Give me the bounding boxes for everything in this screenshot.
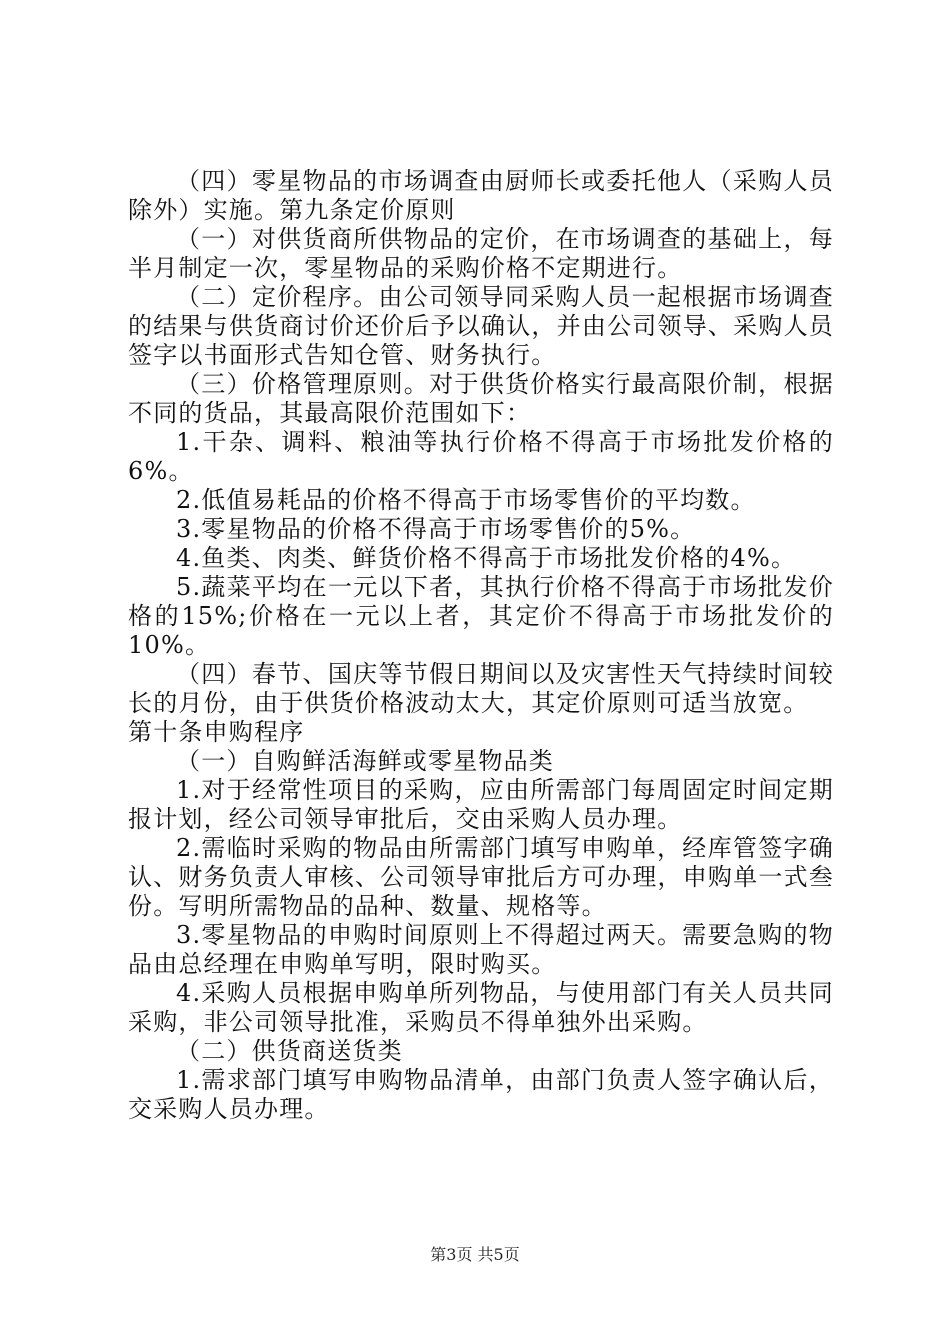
paragraph-rule-4: 4.鱼类、肉类、鲜货价格不得高于市场批发价格的4%。 [176,544,797,572]
paragraph-market-survey: （四）零星物品的市场调查由厨师长或委托他人（采购人员除外）实施。第九条定价原则 [128,167,834,224]
page-footer: 第3页 共5页 [430,1245,520,1264]
paragraph-pricing-supplier: （一）对供货商所供物品的定价，在市场调查的基础上，每半月制定一次，零星物品的采购价格不定期进行。 [128,225,834,282]
paragraph-holiday-pricing: （四）春节、国庆等节假日期间以及灾害性天气持续时间较长的月份，由于供货价格波动太大，其定价原则可适当放宽。 [128,660,834,717]
paragraph-rule-3: 3.零星物品的价格不得高于市场零售价的5%。 [176,515,696,543]
paragraph-rule-2: 2.低值易耗品的价格不得高于市场零售价的平均数。 [176,486,756,514]
document-body [128,167,834,1124]
paragraph-rule-5: 5.蔬菜平均在一元以下者，其执行价格不得高于市场批发价格的15%;价格在一元以上者，其定价不得高于市场批发价的10%。 [128,573,834,659]
paragraph-supplier-delivery: （二）供货商送货类 [176,1037,403,1065]
paragraph-delivery-1: 1.需求部门填写申购物品清单，由部门负责人签字确认后，交采购人员办理。 [128,1066,834,1123]
paragraph-procedure-1: 1.对于经常性项目的采购，应由所需部门每周固定时间定期报计划，经公司领导审批后，交由采购人员办理。 [128,776,834,833]
section-heading-purchase-procedure: 第十条申购程序 [128,718,305,746]
paragraph-procedure-3: 3.零星物品的申购时间原则上不得超过两天。需要急购的物品由总经理在申购单写明，限时购买。 [128,921,834,978]
paragraph-pricing-procedure: （二）定价程序。由公司领导同采购人员一起根据市场调查的结果与供货商讨价还价后予以确认，并由公司领导、采购人员签字以书面形式告知仓管、财务执行。 [128,283,834,369]
paragraph-price-management: （三）价格管理原则。对于供货价格实行最高限价制，根据不同的货品，其最高限价范围如下： [128,370,834,427]
paragraph-procedure-4: 4.采购人员根据申购单所列物品，与使用部门有关人员共同采购，非公司领导批准，采购员不得单独外出采购。 [128,979,834,1036]
paragraph-rule-1: 1.干杂、调料、粮油等执行价格不得高于市场批发价格的6%。 [128,428,834,485]
paragraph-procedure-2: 2.需临时采购的物品由所需部门填写申购单，经库管签字确认、财务负责人审核、公司领导审批后方可办理，申购单一式叁份。写明所需物品的品种、数量、规格等。 [128,834,834,920]
paragraph-self-purchase: （一）自购鲜活海鲜或零星物品类 [176,747,554,775]
